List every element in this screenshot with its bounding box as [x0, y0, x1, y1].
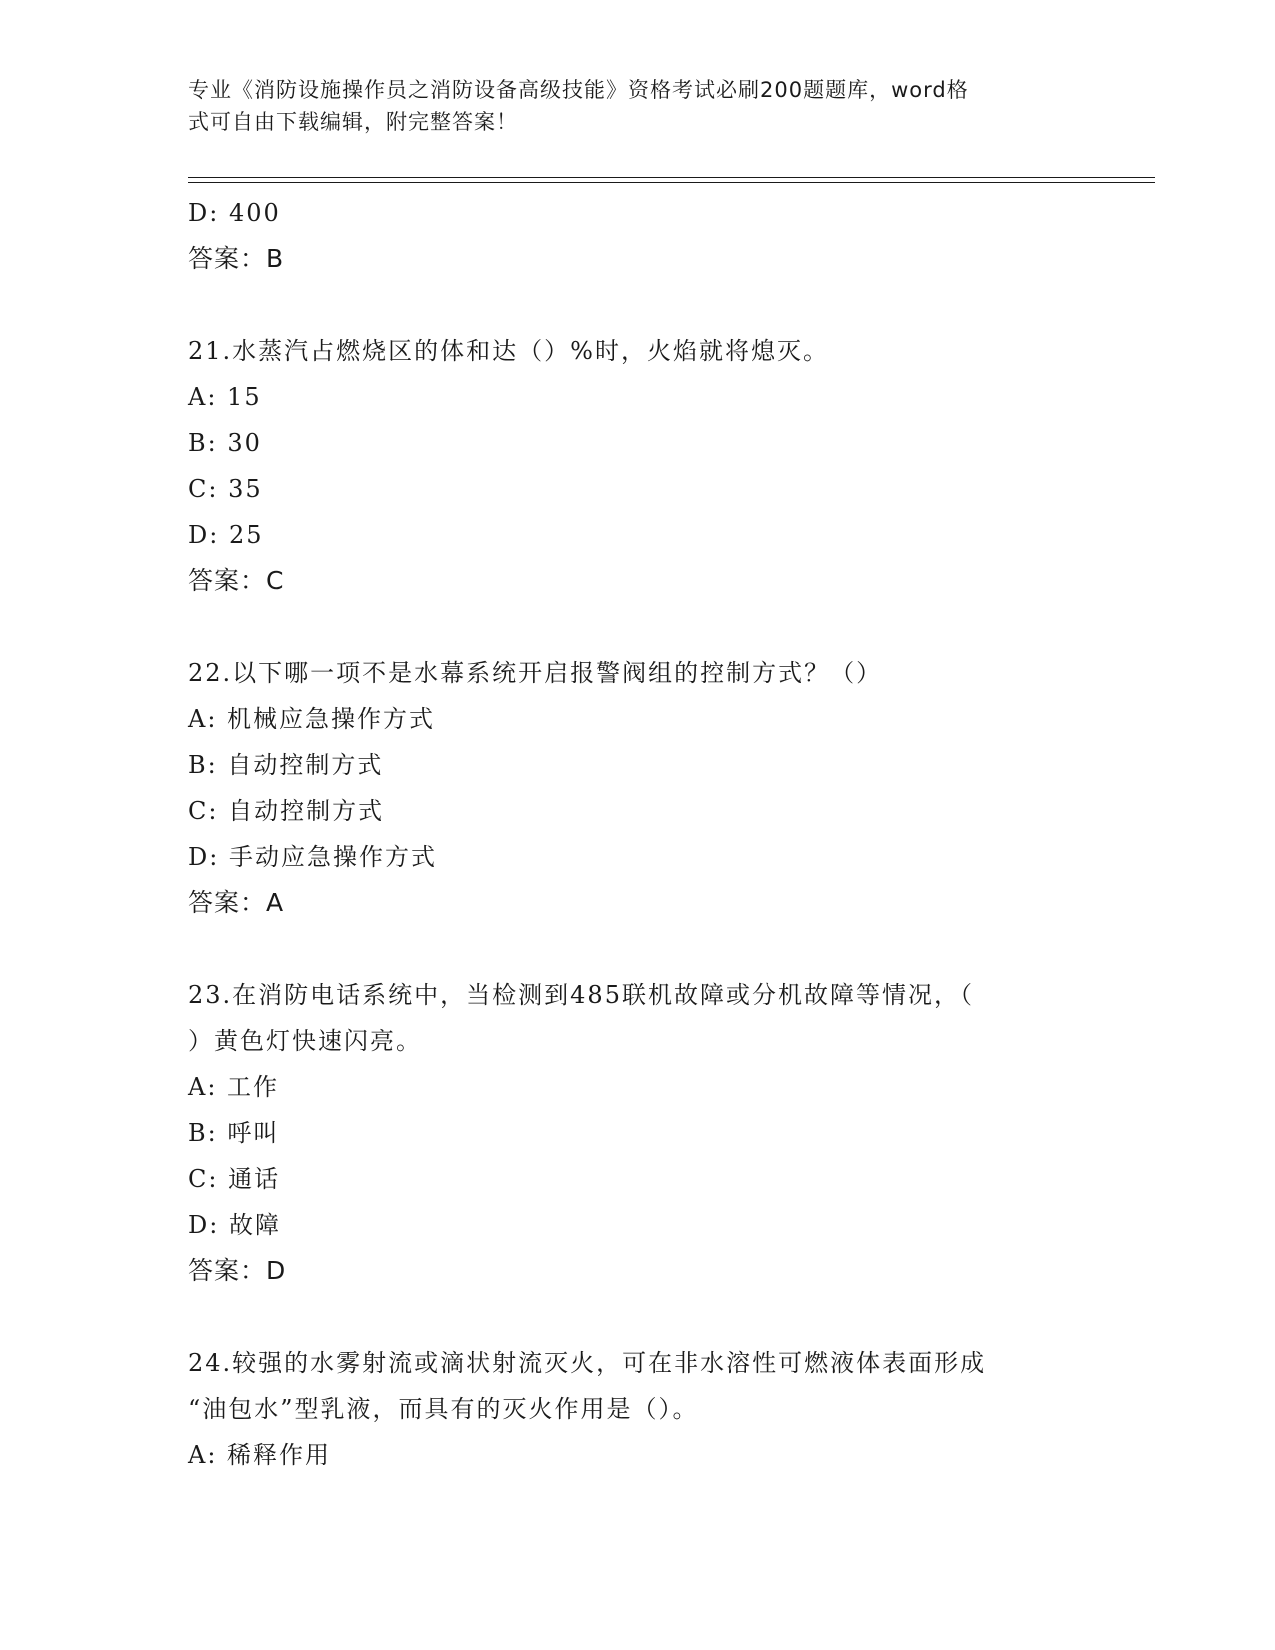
q23-answer: 答案：D — [188, 1256, 287, 1285]
q23-option-d: D: 故障 — [188, 1211, 281, 1239]
q21-answer: 答案：C — [188, 566, 285, 595]
q22-option-b: B: 自动控制方式 — [188, 751, 384, 779]
q24-stem-line1: 24.较强的水雾射流或滴状射流灭火，可在非水溶性可燃液体表面形成 — [188, 1349, 987, 1377]
q23-option-a: A: 工作 — [188, 1073, 280, 1101]
q21-option-d: D: 25 — [188, 521, 264, 549]
q23-option-c: C: 通话 — [188, 1165, 281, 1193]
q21-option-a: A: 15 — [188, 383, 262, 411]
q22-option-a: A: 机械应急操作方式 — [188, 705, 436, 733]
prev-answer: 答案：B — [188, 244, 285, 273]
prev-option-d: D: 400 — [188, 199, 281, 227]
q24-stem-line2: “油包水”型乳液，而具有的灭火作用是（）。 — [188, 1395, 699, 1423]
q24-option-a: A: 稀释作用 — [188, 1441, 332, 1469]
q23-option-b: B: 呼叫 — [188, 1119, 280, 1147]
document-header: 专业《消防设施操作员之消防设备高级技能》资格考试必刷200题题库，word格 式可自由下载编辑，附完整答案！ — [188, 78, 969, 134]
q22-option-d: D: 手动应急操作方式 — [188, 843, 437, 871]
q23-stem-line2: ）黄色灯快速闪亮。 — [188, 1027, 422, 1055]
header-divider-bottom — [188, 182, 1155, 183]
header-divider-top — [188, 177, 1155, 178]
q22-stem: 22.以下哪一项不是水幕系统开启报警阀组的控制方式？（） — [188, 659, 883, 687]
question-list — [188, 190, 1088, 1478]
q21-stem: 21.水蒸汽占燃烧区的体和达（）%时，火焰就将熄灭。 — [188, 337, 829, 365]
q22-answer: 答案：A — [188, 888, 285, 917]
q21-option-b: B: 30 — [188, 429, 262, 457]
q23-stem-line1: 23.在消防电话系统中，当检测到485联机故障或分机故障等情况，（ — [188, 981, 974, 1009]
q21-option-c: C: 35 — [188, 475, 263, 503]
q22-option-c: C: 自动控制方式 — [188, 797, 385, 825]
